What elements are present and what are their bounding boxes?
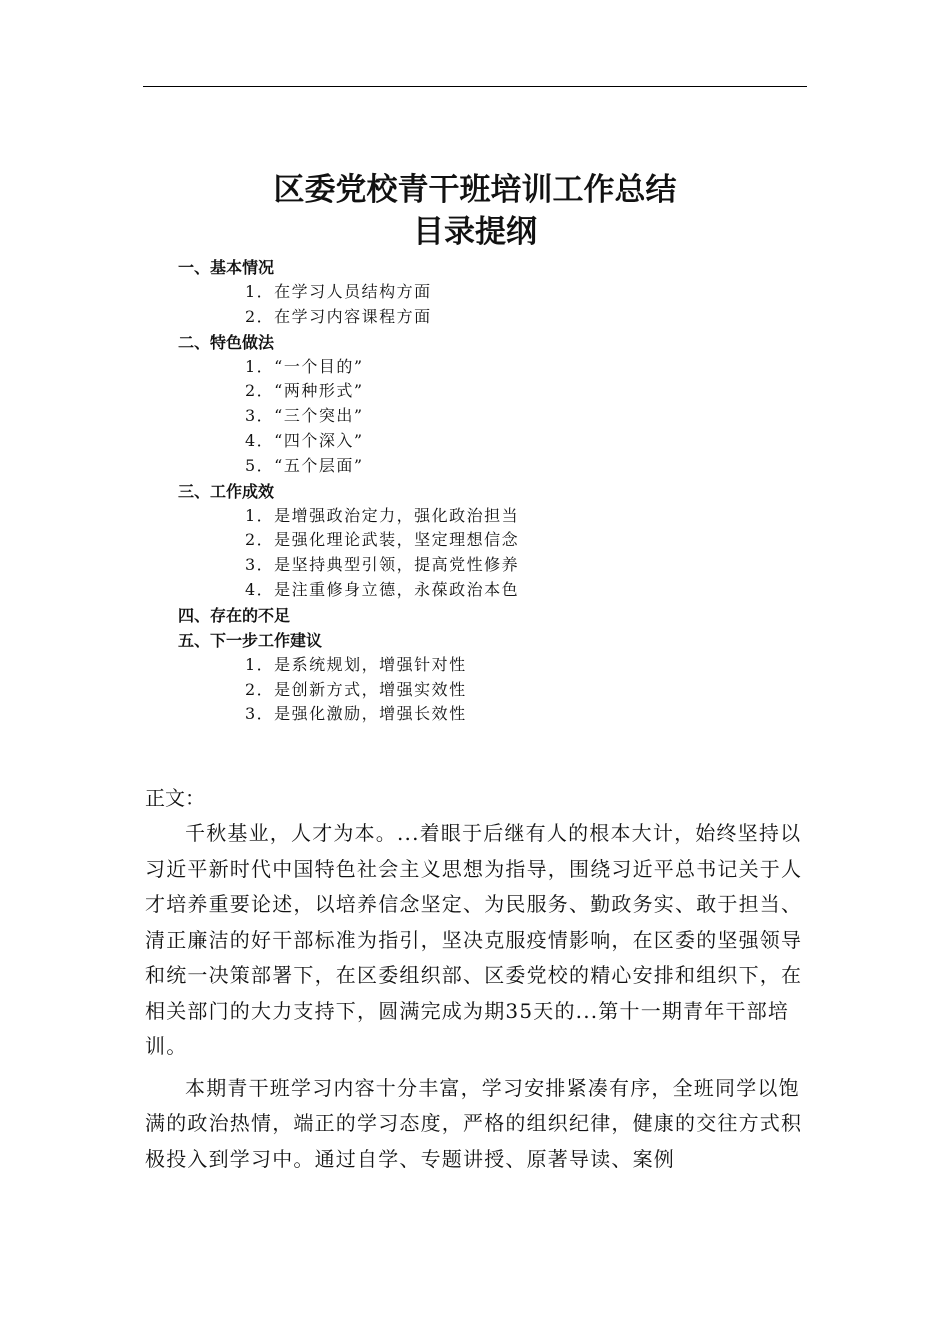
- document-title: 区委党校青干班培训工作总结: [273, 172, 677, 208]
- outline-item: 1．是增强政治定力，强化政治担当: [245, 505, 520, 525]
- outline-item: 3．“三个突出”: [245, 406, 364, 426]
- body-paragraph: 本期青干班学习内容十分丰富，学习安排紧凑有序，全班同学以饱满的政治热情，端正的学习态度，严格的组织纪律，健康的交往方式积极投入到学习中。通过自学、专题讲授、原著导读、案例: [145, 1075, 803, 1171]
- outline-section-3: 三、工作成效: [178, 481, 275, 501]
- outline-section-2: 二、特色做法: [178, 332, 275, 352]
- outline: [0, 255, 950, 727]
- outline-item: 4．是注重修身立德，永葆政治本色: [245, 579, 520, 599]
- outline-section-1: 一、基本情况: [178, 258, 275, 277]
- outline-item: 4．“四个深入”: [245, 430, 364, 450]
- outline-item: 1．在学习人员结构方面: [245, 282, 432, 301]
- outline-section-5: 五、下一步工作建议: [178, 630, 323, 650]
- outline-item: 3．是强化激励，增强长效性: [245, 704, 467, 724]
- outline-section-4: 四、存在的不足: [178, 605, 291, 625]
- outline-item: 1．“一个目的”: [245, 356, 364, 376]
- outline-item: 3．是坚持典型引领，提高党性修养: [245, 555, 520, 575]
- outline-item: 2．是创新方式，增强实效性: [245, 679, 467, 699]
- outline-item: 2．“两种形式”: [245, 381, 364, 401]
- outline-item: 1．是系统规划，增强针对性: [245, 654, 467, 674]
- body-text: [145, 780, 807, 1183]
- outline-item: 5．“五个层面”: [245, 455, 364, 475]
- outline-item: 2．是强化理论武装，坚定理想信念: [245, 530, 520, 550]
- header-rule: [143, 86, 807, 87]
- document-subtitle: 目录提纲: [413, 214, 537, 250]
- body-label: 正文：: [145, 786, 205, 810]
- body-paragraph: 千秋基业，人才为本。...着眼于后继有人的根本大计，始终坚持以习近平新时代中国特色社会主义思想为指导，围绕习近平总书记关于人才培养重要论述，以培养信念坚定、为民服务、勤政务实、敢于担当、清正廉洁的好干部标准为指引，坚决克服疫情影响，在区委的坚强领导和统一决策部署下，在区委组织部、区委党校的精心安排和组织下，在相关部门的大力支持下，圆满完成为期35天的...第十一期青年干部培训。: [145, 821, 803, 1058]
- outline-item: 2．在学习内容课程方面: [245, 306, 432, 326]
